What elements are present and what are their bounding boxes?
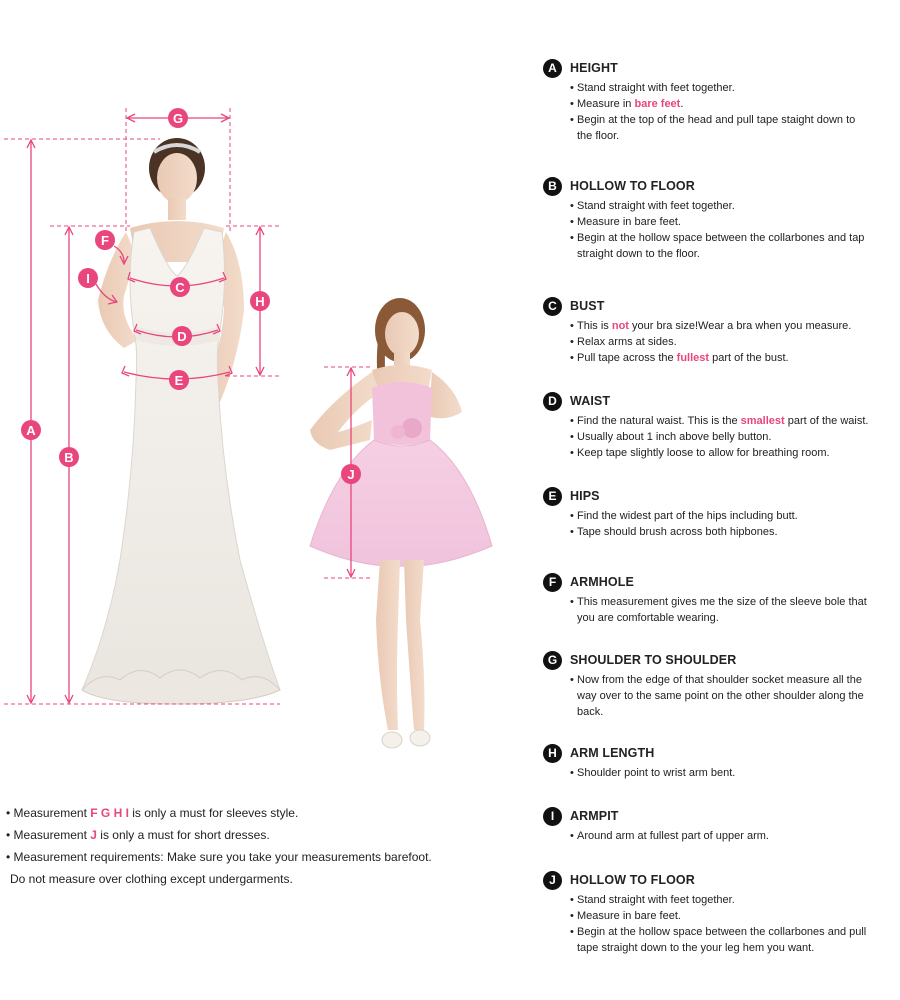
- section-header: [543, 58, 893, 78]
- section-title: HOLLOW TO FLOOR: [570, 179, 695, 193]
- section-letter-badge: F: [543, 573, 562, 592]
- svg-text:E: E: [174, 373, 184, 388]
- bride-figure: [82, 138, 280, 704]
- section-bullet: • This is not your bra size!Wear a bra when you measure.: [570, 318, 893, 334]
- svg-text:F: F: [101, 233, 109, 248]
- section-g: [543, 650, 893, 720]
- section-bullet: back.: [577, 706, 604, 718]
- section-bullet: • Shoulder point to wrist arm bent.: [570, 765, 893, 781]
- section-title: HEIGHT: [570, 61, 618, 75]
- section-title: ARMPIT: [570, 809, 619, 823]
- section-header: [543, 572, 893, 592]
- section-e: [543, 486, 893, 540]
- measurement-illustration: [0, 0, 530, 780]
- section-bullet: • Measure in bare feet.: [570, 96, 893, 112]
- section-bullet: straight down to the floor.: [577, 248, 700, 260]
- section-header: [543, 296, 893, 316]
- section-bullets: [543, 828, 893, 844]
- section-a: [543, 58, 893, 144]
- section-header: [543, 743, 893, 763]
- section-bullet: • Stand straight with feet together.: [570, 892, 893, 908]
- marker-c: [170, 277, 190, 297]
- section-letter-badge: C: [543, 297, 562, 316]
- section-bullet: • Stand straight with feet together.: [570, 198, 893, 214]
- section-c: [543, 296, 893, 366]
- section-bullet: you are comfortable wearing.: [577, 612, 719, 624]
- marker-b: [59, 447, 79, 467]
- section-d: [543, 391, 893, 461]
- svg-text:I: I: [86, 271, 90, 286]
- section-header: [543, 176, 893, 196]
- section-bullet: • Stand straight with feet together.: [570, 80, 893, 96]
- section-bullet: • Begin at the hollow space between the collarbones and tap: [570, 230, 893, 246]
- section-title: SHOULDER TO SHOULDER: [570, 653, 737, 667]
- section-bullet: • Measure in bare feet.: [570, 908, 893, 924]
- section-bullet: • Measure in bare feet.: [570, 214, 893, 230]
- section-header: [543, 391, 893, 411]
- section-f: [543, 572, 893, 626]
- section-bullets: [543, 413, 893, 461]
- marker-f: [95, 230, 115, 250]
- section-letter-badge: H: [543, 744, 562, 763]
- section-bullet: • This measurement gives me the size of the sleeve bole that: [570, 594, 893, 610]
- section-bullet: • Find the widest part of the hips including butt.: [570, 508, 893, 524]
- section-bullets: [543, 892, 893, 956]
- note-item: • Measurement requirements: Make sure you take your measurements barefoot.: [6, 850, 432, 864]
- section-bullet: the floor.: [577, 130, 620, 142]
- section-bullet: • Find the natural waist. This is the smallest part of the waist.: [570, 413, 893, 429]
- section-bullet: way over to the same point on the other shoulder along the: [577, 690, 864, 702]
- section-header: [543, 870, 893, 890]
- svg-text:D: D: [177, 329, 187, 344]
- measurement-notes: [6, 802, 476, 890]
- section-title: HOLLOW TO FLOOR: [570, 873, 695, 887]
- section-bullet: • Around arm at fullest part of upper arm.: [570, 828, 893, 844]
- section-bullet: • Begin at the top of the head and pull tape staight down to: [570, 112, 893, 128]
- section-bullets: [543, 80, 893, 144]
- section-bullets: [543, 508, 893, 540]
- section-j: [543, 870, 893, 956]
- section-bullet: • Begin at the hollow space between the collarbones and pull: [570, 924, 893, 940]
- section-header: [543, 806, 893, 826]
- svg-text:B: B: [64, 450, 74, 465]
- svg-text:J: J: [347, 467, 355, 482]
- marker-d: [172, 326, 192, 346]
- section-letter-badge: A: [543, 59, 562, 78]
- svg-text:A: A: [26, 423, 36, 438]
- section-letter-badge: J: [543, 871, 562, 890]
- marker-j: [341, 464, 361, 484]
- marker-e: [169, 370, 189, 390]
- section-bullet: • Keep tape slightly loose to allow for breathing room.: [570, 445, 893, 461]
- section-bullet: • Relax arms at sides.: [570, 334, 893, 350]
- section-bullets: [543, 198, 893, 262]
- section-title: WAIST: [570, 394, 611, 408]
- note-item: • Measurement J is only a must for short dresses.: [6, 828, 270, 842]
- marker-i: [78, 268, 98, 288]
- section-bullets: [543, 594, 893, 626]
- section-bullets: [543, 672, 893, 720]
- marker-h: [250, 291, 270, 311]
- marker-g: [168, 108, 188, 128]
- section-bullet: • Tape should brush across both hipbones.: [570, 524, 893, 540]
- section-letter-badge: E: [543, 487, 562, 506]
- section-title: ARMHOLE: [570, 575, 634, 589]
- section-letter-badge: I: [543, 807, 562, 826]
- section-bullet: • Pull tape across the fullest part of the bust.: [570, 350, 893, 366]
- section-bullets: [543, 318, 893, 366]
- section-letter-badge: D: [543, 392, 562, 411]
- note-item: • Measurement F G H I is only a must for sleeves style.: [6, 806, 299, 820]
- section-h: [543, 743, 893, 781]
- short-dress-figure: [310, 298, 492, 748]
- note-item: Do not measure over clothing except undergarments.: [10, 872, 293, 886]
- svg-text:C: C: [175, 280, 185, 295]
- section-i: [543, 806, 893, 844]
- svg-text:H: H: [255, 294, 265, 309]
- marker-a: [21, 420, 41, 440]
- section-letter-badge: B: [543, 177, 562, 196]
- section-bullet: • Now from the edge of that shoulder socket measure all the: [570, 672, 893, 688]
- section-title: HIPS: [570, 489, 600, 503]
- section-b: [543, 176, 893, 262]
- section-bullet: tape straight down to the your leg hem you want.: [577, 942, 815, 954]
- section-bullet: • Usually about 1 inch above belly button.: [570, 429, 893, 445]
- section-header: [543, 650, 893, 670]
- section-title: ARM LENGTH: [570, 746, 655, 760]
- section-letter-badge: G: [543, 651, 562, 670]
- section-header: [543, 486, 893, 506]
- section-bullets: [543, 765, 893, 781]
- svg-text:G: G: [172, 111, 184, 126]
- section-title: BUST: [570, 299, 605, 313]
